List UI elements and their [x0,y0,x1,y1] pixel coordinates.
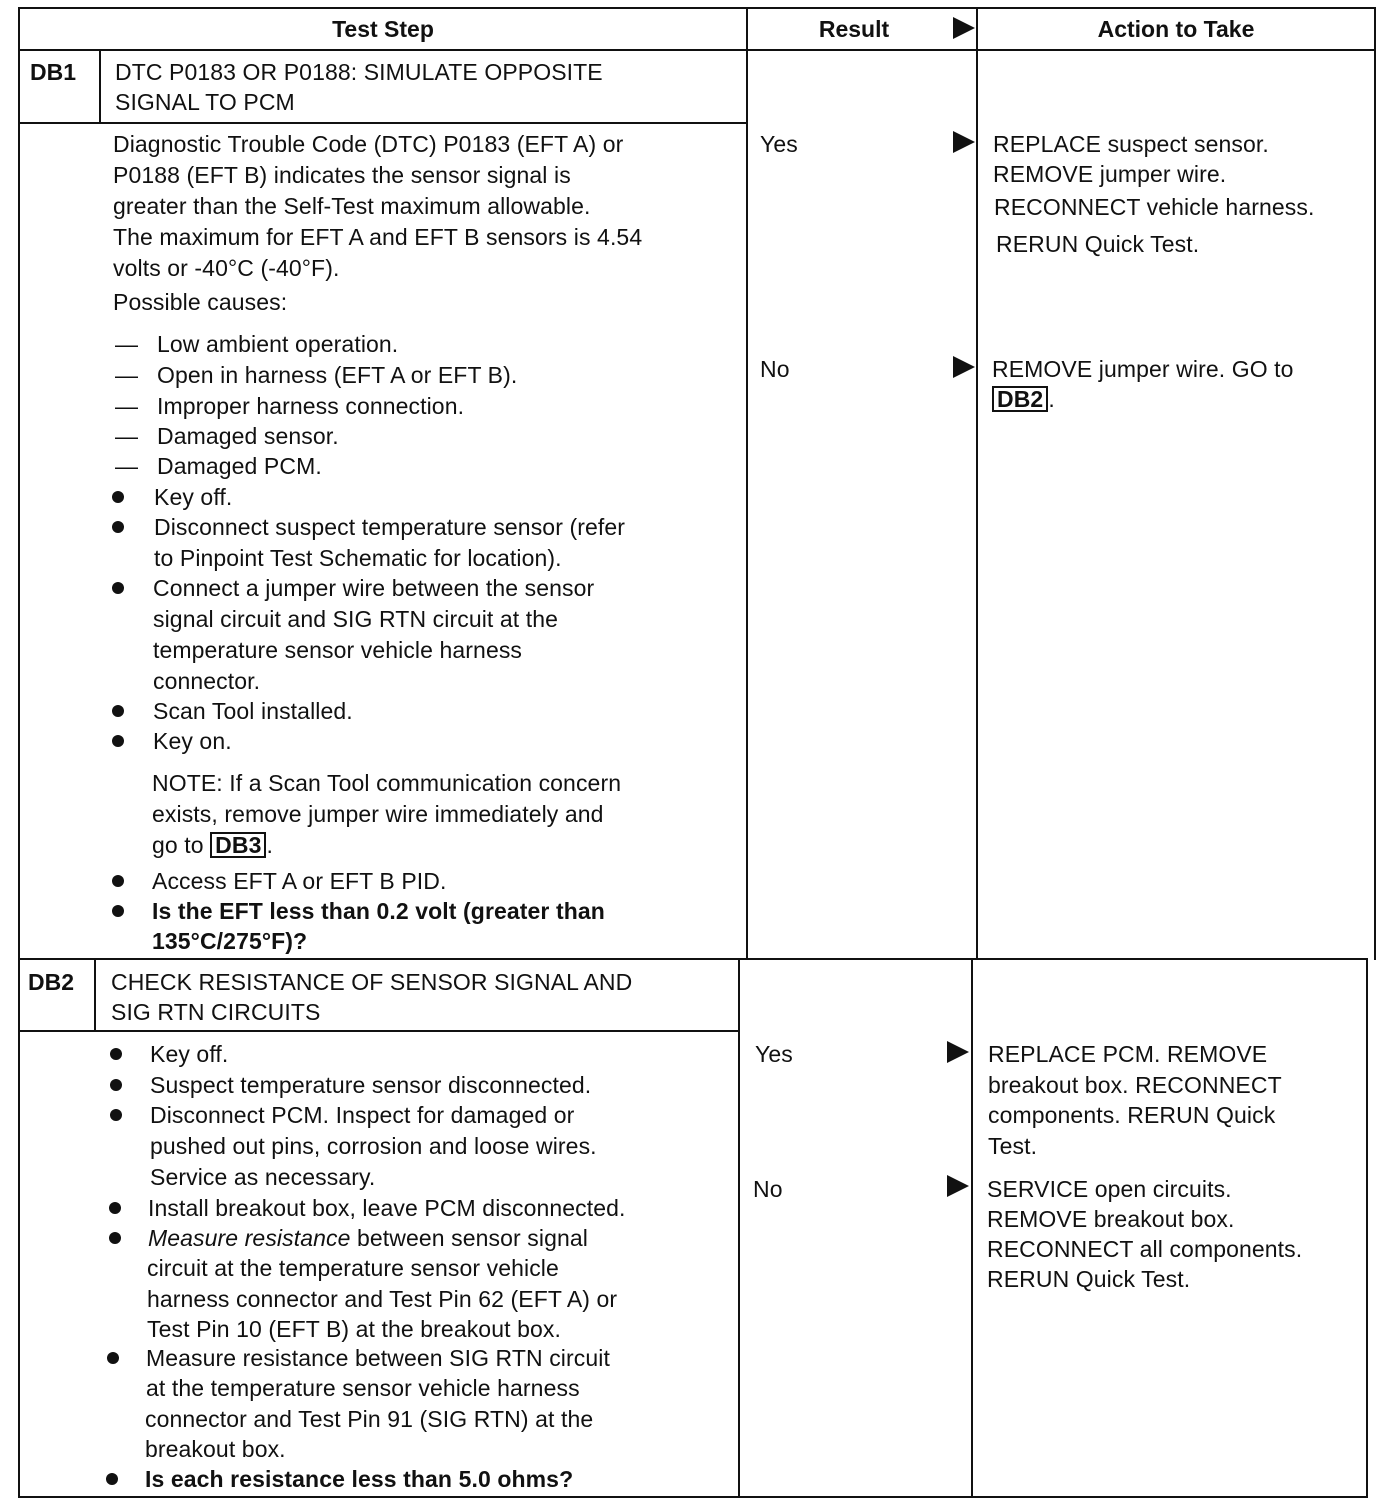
db1-intro-line-4: The maximum for EFT A and EFT B sensors is 4.54 [113,224,643,250]
db1-note-period: . [266,832,273,858]
db2-step-measure1-l2: circuit at the temperature sensor vehicle [147,1255,559,1281]
result-action-divider-db2 [971,958,973,1498]
db2-id-divider [94,958,96,1032]
db1-step-key-on: Key on. [153,728,232,754]
db1-cause-item: Damaged sensor. [157,423,339,449]
bullet-icon [107,1352,119,1364]
db2-step-breakout: Install breakout box, leave PCM disconnected. [148,1195,626,1221]
db1-action-no-line-1: REMOVE jumper wire. GO to [992,356,1294,382]
db1-cause-item: Open in harness (EFT A or EFT B). [157,362,518,388]
db2-measure1-rest: between sensor signal [350,1225,588,1251]
db2-result-yes: Yes [755,1041,793,1067]
db1-step-access-pid: Access EFT A or EFT B PID. [152,868,447,894]
db2-action-yes-line-1: REPLACE PCM. REMOVE [988,1041,1268,1067]
db2-action-no-line-2: REMOVE breakout box. [987,1206,1235,1232]
db2-question: Is each resistance less than 5.0 ohms? [145,1466,574,1492]
db1-action-yes-line-2: REMOVE jumper wire. [993,161,1227,187]
db1-action-yes-line-1: REPLACE suspect sensor. [993,131,1269,157]
db1-title-bottom-border [18,122,748,124]
header-bottom-border [18,49,1376,51]
bullet-icon [112,582,124,594]
db1-cause-item: Damaged PCM. [157,453,322,479]
db2-step-pcm-l2: pushed out pins, corrosion and loose wires. [150,1133,597,1159]
db1-note-line-1: NOTE: If a Scan Tool communication concern [152,770,622,796]
bullet-icon [112,905,124,917]
step-result-divider-db1 [746,7,748,960]
table-left-border [18,7,20,1498]
db1-no-arrow-icon [953,356,975,378]
table-right-border-top [1374,7,1376,960]
db2-step-measure1-l1 [148,1223,588,1254]
table-right-border-bottom [1366,958,1368,1498]
result-action-divider-db1 [976,7,978,960]
db2-step-measure2-l4: breakout box. [145,1436,286,1462]
db1-step-jumper-l2: signal circuit and SIG RTN circuit at the [153,606,559,632]
db1-title-line-1: DTC P0183 OR P0188: SIMULATE OPPOSITE [115,59,603,85]
db1-step-jumper-l4: connector. [153,668,261,694]
db2-title-line-2: SIG RTN CIRCUITS [111,999,321,1025]
db2-step-sensor-disconnected: Suspect temperature sensor disconnected. [150,1072,592,1098]
db1-yes-arrow-icon [953,131,975,153]
db1-cause-item: Improper harness connection. [157,393,465,419]
table-top-border [18,7,1376,9]
header-test-step: Test Step [332,16,434,42]
bullet-icon [112,491,124,503]
db1-action-yes-line-4: RERUN Quick Test. [996,231,1200,257]
db2-step-measure1-l3: harness connector and Test Pin 62 (EFT A) or [147,1286,618,1312]
bullet-icon [110,1048,122,1060]
db1-step-key-off: Key off. [154,484,233,510]
db2-action-yes-line-3: components. RERUN Quick [988,1102,1276,1128]
bullet-icon [112,705,124,717]
db1-question-line-1: Is the EFT less than 0.2 volt (greater than [152,898,605,924]
bullet-icon [112,875,124,887]
db1-step-id: DB1 [30,59,77,85]
db2-reference-link[interactable]: DB2 [992,386,1048,412]
db2-action-yes-line-2: breakout box. RECONNECT [988,1072,1282,1098]
db2-step-measure2-l1: Measure resistance between SIG RTN circuit [146,1345,610,1371]
db1-action-yes-line-3: RECONNECT vehicle harness. [994,194,1315,220]
db1-intro-line-2: P0188 (EFT B) indicates the sensor signal is [113,162,571,188]
db1-result-no: No [760,356,790,382]
bullet-icon [109,1202,121,1214]
db1-intro-line-5: volts or -40°C (-40°F). [113,255,340,281]
bullet-icon [112,521,124,533]
db1-step-scan-tool: Scan Tool installed. [153,698,353,724]
bullet-icon [106,1473,118,1485]
bullet-icon [110,1109,122,1121]
db1-question-line-2: 135°C/275°F)? [152,928,308,954]
db2-step-measure2-l2: at the temperature sensor vehicle harness [146,1375,580,1401]
bullet-icon [109,1232,121,1244]
db2-action-yes-line-4: Test. [988,1133,1038,1159]
db1-cause-dash: — [115,423,138,449]
header-arrow-icon [953,17,975,39]
db2-step-pcm-l1: Disconnect PCM. Inspect for damaged or [150,1102,575,1128]
db1-db2-separator [18,958,1368,960]
db2-step-measure1-l4: Test Pin 10 (EFT B) at the breakout box. [147,1316,561,1342]
db1-cause-dash: — [115,453,138,479]
header-result: Result [818,16,890,42]
db1-note-line-3 [152,830,273,861]
db2-step-key-off: Key off. [150,1041,229,1067]
db2-title-line-1: CHECK RESISTANCE OF SENSOR SIGNAL AND [111,969,633,995]
db1-id-divider [99,49,101,124]
db1-note-goto-text: go to [152,832,204,858]
db1-note-line-2: exists, remove jumper wire immediately and [152,801,604,827]
db2-action-no-line-3: RECONNECT all components. [987,1236,1303,1262]
db1-action-no-period: . [1048,386,1055,412]
db1-title-line-2: SIGNAL TO PCM [115,89,295,115]
db1-step-disconnect-l2: to Pinpoint Test Schematic for location). [154,545,562,571]
db2-step-pcm-l3: Service as necessary. [150,1164,376,1190]
db1-step-jumper-l1: Connect a jumper wire between the sensor [153,575,595,601]
db2-title-bottom-border [18,1030,740,1032]
db1-result-yes: Yes [760,131,798,157]
db3-reference-link[interactable]: DB3 [210,832,266,858]
db2-measure1-emphasis: Measure resistance [148,1225,351,1251]
db1-step-jumper-l3: temperature sensor vehicle harness [153,637,523,663]
db1-action-no-line-2 [992,384,1055,415]
db1-intro-line-3: greater than the Self-Test maximum allowable. [113,193,591,219]
table-bottom-border [18,1496,1368,1498]
db1-cause-dash: — [115,393,138,419]
db2-result-no: No [753,1176,783,1202]
bullet-icon [112,735,124,747]
db1-step-disconnect-l1: Disconnect suspect temperature sensor (refer [154,514,625,540]
header-action: Action to Take [1097,16,1255,42]
step-result-divider-db2 [738,958,740,1498]
db1-possible-causes-label: Possible causes: [113,289,288,315]
db2-step-id: DB2 [28,969,75,995]
db1-intro-line-1: Diagnostic Trouble Code (DTC) P0183 (EFT A) or [113,131,624,157]
db1-cause-dash: — [115,362,138,388]
db2-action-no-line-1: SERVICE open circuits. [987,1176,1232,1202]
db2-step-measure2-l3: connector and Test Pin 91 (SIG RTN) at the [145,1406,594,1432]
db2-yes-arrow-icon [947,1041,969,1063]
db1-cause-dash: — [115,331,138,357]
bullet-icon [110,1079,122,1091]
db2-no-arrow-icon [947,1175,969,1197]
db1-cause-item: Low ambient operation. [157,331,399,357]
db2-action-no-line-4: RERUN Quick Test. [987,1266,1191,1292]
